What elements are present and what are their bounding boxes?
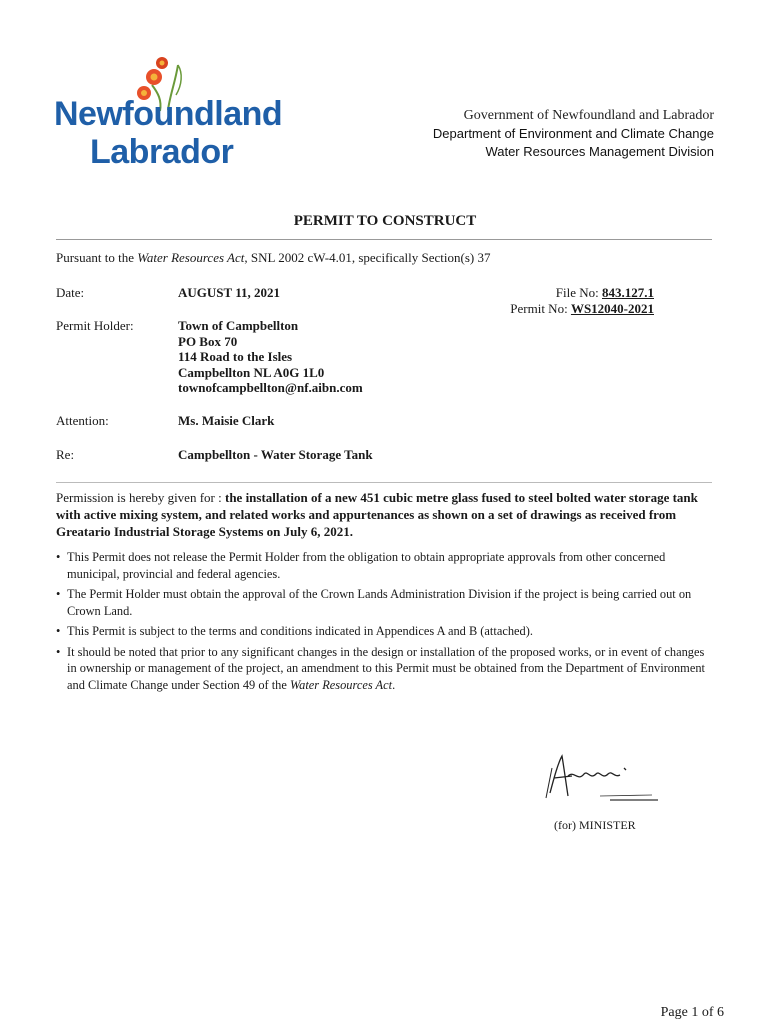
file-label: File No: (555, 285, 602, 300)
document-title: PERMIT TO CONSTRUCT (293, 213, 477, 229)
permit-holder-label: Permit Holder: (56, 318, 134, 333)
permit-label: Permit No: (510, 300, 571, 316)
logo-labrador: Labrador (90, 133, 234, 171)
minister-signature (540, 748, 670, 808)
signature-caption: (for) MINISTER (554, 818, 636, 832)
attention-label: Attention: (56, 413, 109, 428)
condition-end: . (392, 677, 396, 692)
holder-line: PO Box 70 (178, 333, 238, 349)
holder-line: 114 Road to the Isles (178, 349, 293, 364)
file-permit-block (510, 285, 654, 316)
section-divider (56, 482, 712, 483)
permission-paragraph (56, 489, 716, 540)
government-name: Government of Newfoundland and Labrador (463, 108, 714, 123)
department-name: Department of Environment and Climate Change (432, 126, 714, 141)
date-value: AUGUST 11, 2021 (178, 285, 280, 300)
permit-number: WS12040-2021 (570, 300, 654, 316)
condition-item: • This Permit does not release the Permit Holder from the obligation to obtain appropriate approvals from other concerned municipal, provincial and federal agencies. (56, 549, 716, 582)
condition-text: It should be noted that prior to any significant changes in the design or installation of the proposed works, or in event of changes in ownership or management of the project, an amendment to this Permit must be obtained from the Department of Environment and Climate Change under Section 49 of the (67, 644, 705, 692)
nl-logo (50, 55, 283, 175)
holder-line: Town of Campbellton (178, 318, 299, 333)
permission-body: the installation of a new 451 cubic metre glass fused to steel bolted water storage tank with active mixing system, and related works and appurtenances as shown on a set of drawings as received from Greatario Industrial Storage Systems on July 6, 2021. (56, 490, 698, 539)
conditions-list (56, 549, 716, 697)
condition-act: Water Resources Act (289, 677, 393, 692)
re-label: Re: (56, 447, 75, 462)
file-number-line (510, 285, 654, 301)
pursuant-act: Water Resources Act (137, 250, 245, 265)
condition-item: • This Permit is subject to the terms and conditions indicated in Appendices A and B (attached). (56, 623, 716, 640)
condition-item (56, 644, 716, 694)
holder-email: townofcampbellton@nf.aibn.com (178, 380, 363, 395)
pursuant-line (56, 250, 490, 266)
attention-value: Ms. Maisie Clark (178, 413, 275, 428)
condition-item: • The Permit Holder must obtain the approval of the Crown Lands Administration Division if the project is being carried out on Crown Land. (56, 586, 716, 619)
date-label: Date: (56, 285, 85, 300)
logo-newfoundland: Newfoundland (54, 95, 283, 133)
title-divider (56, 239, 712, 240)
permit-holder-address (178, 318, 363, 396)
division-name: Water Resources Management Division (485, 144, 714, 159)
pursuant-suffix: , SNL 2002 cW-4.01, specifically Section(s) 37 (244, 250, 491, 265)
permission-prefix: Permission is hereby given for : (56, 490, 225, 505)
header-block (433, 107, 714, 161)
permit-number-line (510, 301, 654, 317)
re-value: Campbellton - Water Storage Tank (178, 447, 373, 462)
pursuant-prefix: Pursuant to the (56, 250, 138, 265)
file-number: 843.127.1 (602, 285, 654, 300)
holder-line: Campbellton NL A0G 1L0 (178, 364, 325, 380)
page-number: Page 1 of 6 (660, 1005, 724, 1020)
